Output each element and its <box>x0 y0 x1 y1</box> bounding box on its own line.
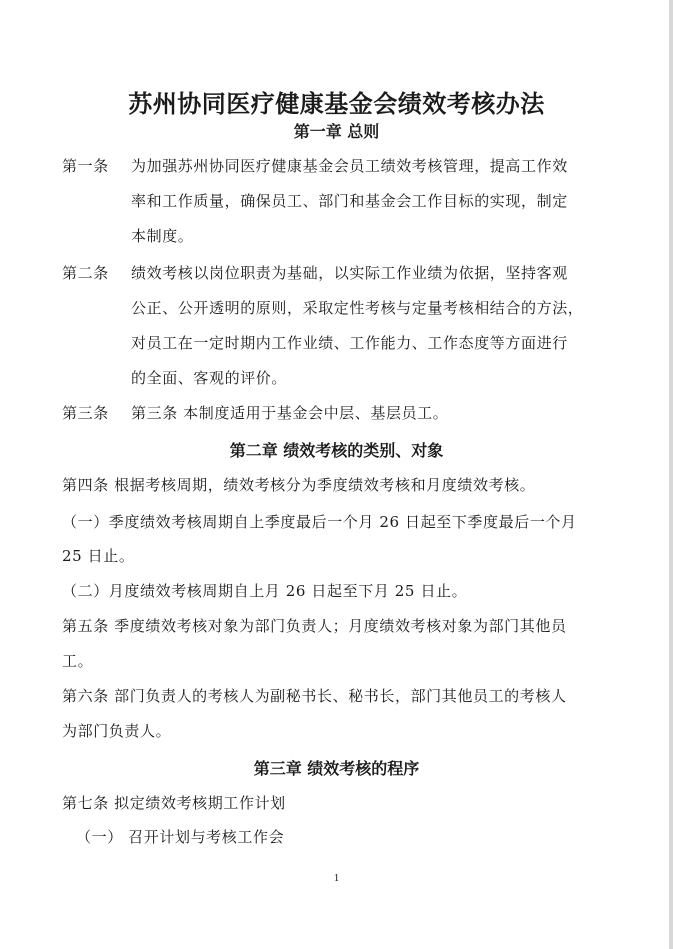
article-3-text: 第三条 本制度适用于基金会中层、基层员工。 <box>131 404 449 422</box>
article-7-item-1: （一） 召开计划与考核工作会 <box>76 828 285 846</box>
article-1-line-3: 本制度。 <box>131 227 194 245</box>
article-6-line-2: 为部门负责人。 <box>62 722 172 740</box>
document-title: 苏州协同医疗健康基金会绩效考核办法 <box>128 89 545 118</box>
article-3-label: 第三条 <box>62 404 109 422</box>
article-1-line-2: 率和工作质量，确保员工、部门和基金会工作目标的实现，制定 <box>131 192 568 210</box>
article-2-label: 第二条 <box>62 264 109 282</box>
article-2-line-4: 的全面、客观的评价。 <box>131 369 288 387</box>
page-number: 1 <box>333 872 340 884</box>
chapter-2-heading: 第二章 绩效考核的类别、对象 <box>229 441 444 460</box>
article-5-line-1: 第五条 季度绩效考核对象为部门负责人；月度绩效考核对象为部门其他员 <box>62 617 567 635</box>
article-1-line-1: 为加强苏州协同医疗健康基金会员工绩效考核管理，提高工作效 <box>131 157 568 175</box>
article-7-text: 第七条 拟定绩效考核期工作计划 <box>62 794 286 812</box>
article-4-text: 第四条 根据考核周期，绩效考核分为季度绩效考核和月度绩效考核。 <box>62 476 536 494</box>
article-2-line-2: 公正、公开透明的原则，采取定性考核与定量考核相结合的方法， <box>131 299 584 317</box>
article-4-item-2: （二）月度绩效考核周期自上月 26 日起至下月 25 日止。 <box>62 582 468 600</box>
chapter-3-heading: 第三章 绩效考核的程序 <box>253 759 420 778</box>
article-4-item-1-line-1: （一）季度绩效考核周期自上季度最后一个月 26 日起至下季度最后一个月 <box>62 513 577 531</box>
article-6-line-1: 第六条 部门负责人的考核人为副秘书长、秘书长，部门其他员工的考核人 <box>62 687 567 705</box>
page-edge <box>669 0 673 949</box>
article-2-line-3: 对员工在一定时期内工作业绩、工作能力、工作态度等方面进行 <box>131 334 568 352</box>
article-2-line-1: 绩效考核以岗位职责为基础，以实际工作业绩为依据，坚持客观 <box>131 264 568 282</box>
article-1-label: 第一条 <box>62 157 109 175</box>
article-4-item-1-line-2: 25 日止。 <box>62 547 135 565</box>
chapter-1-heading: 第一章 总则 <box>293 122 380 141</box>
article-5-line-2: 工。 <box>62 652 94 670</box>
